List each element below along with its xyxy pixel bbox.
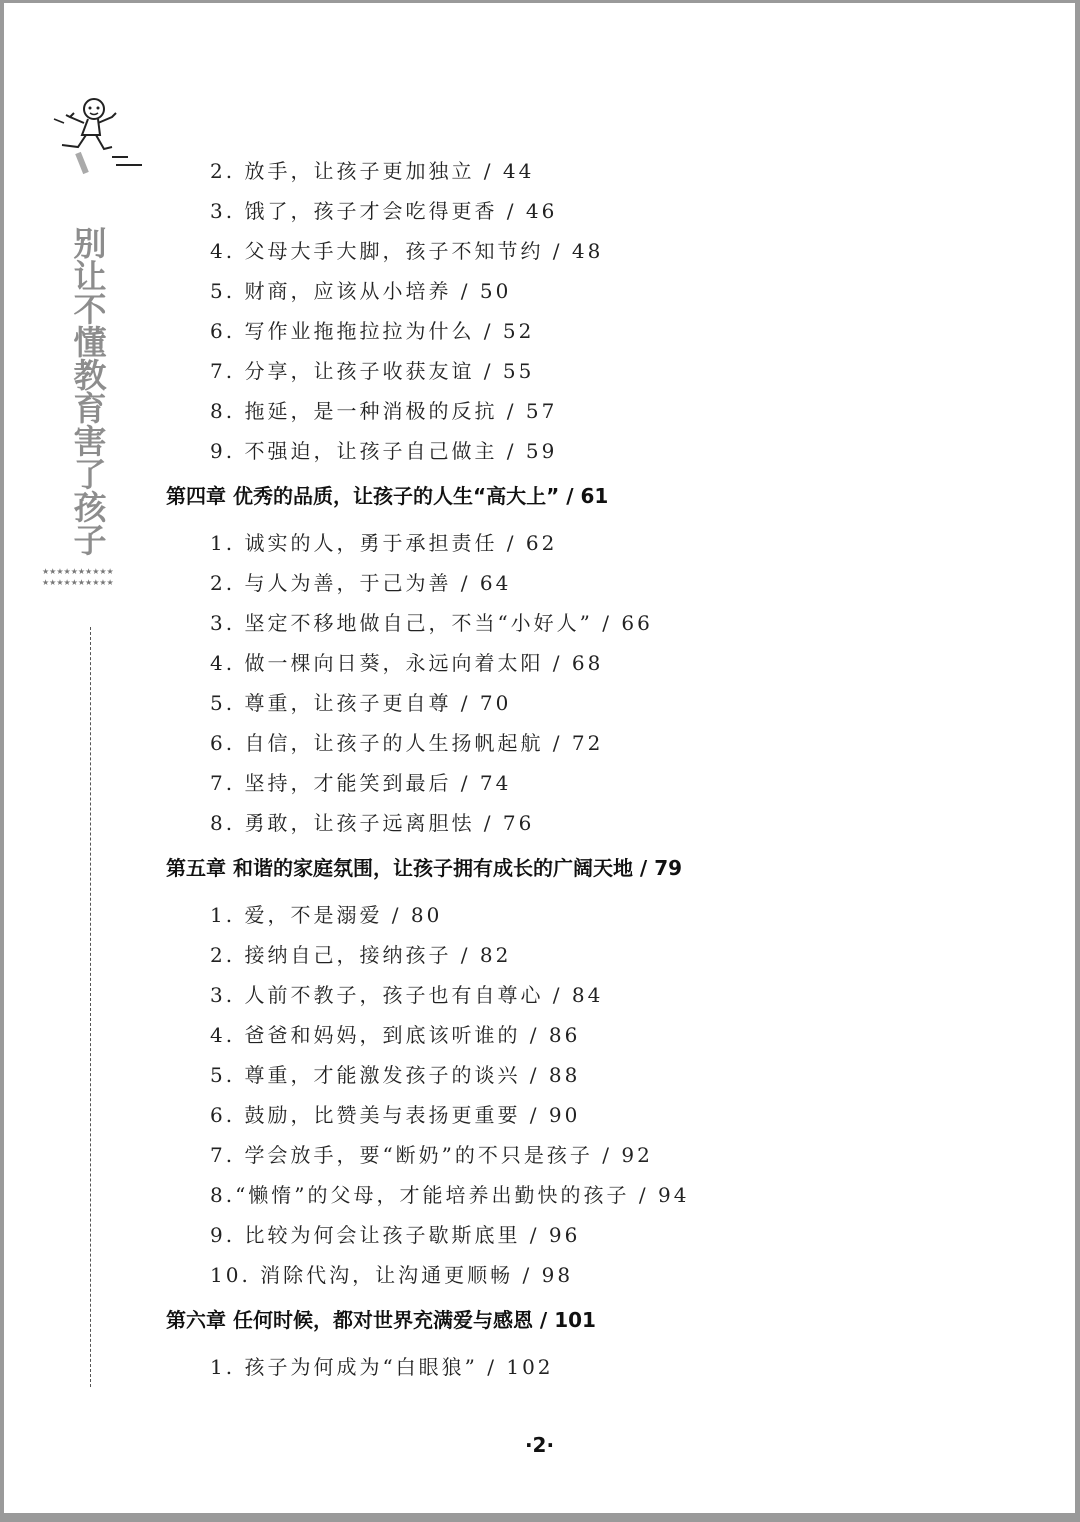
toc-item: 3. 饿了，孩子才会吃得更香 / 46 (210, 199, 558, 223)
toc-item: 9. 不强迫，让孩子自己做主 / 59 (210, 439, 558, 463)
star-row-decoration (42, 565, 142, 589)
page-number: ·2· (524, 1433, 555, 1457)
toc-chapter-heading: 第四章 优秀的品质，让孩子的人生“高大上” / 61 (166, 484, 609, 508)
toc-item: 8. 勇敢，让孩子远离胆怯 / 76 (210, 811, 535, 835)
toc-item: 7. 分享，让孩子收获友谊 / 55 (210, 359, 535, 383)
toc-item: 4. 爸爸和妈妈，到底该听谁的 / 86 (210, 1023, 581, 1047)
svg-text:★★★★★★★★★★: ★★★★★★★★★★ (42, 567, 114, 576)
toc-item: 7. 坚持，才能笑到最后 / 74 (210, 771, 512, 795)
toc-item: 1. 爱，不是溺爱 / 80 (210, 903, 443, 927)
toc-item: 7. 学会放手，要“断奶”的不只是孩子 / 92 (210, 1143, 653, 1167)
toc-item: 4. 父母大手大脚，孩子不知节约 / 48 (210, 239, 604, 263)
toc-item: 3. 人前不教子，孩子也有自尊心 / 84 (210, 983, 604, 1007)
toc-item: 5. 尊重，才能激发孩子的谈兴 / 88 (210, 1063, 581, 1087)
toc-item: 6. 自信，让孩子的人生扬帆起航 / 72 (210, 731, 604, 755)
svg-text:★★★★★★★★★★: ★★★★★★★★★★ (42, 578, 114, 587)
toc-item: 5. 尊重，让孩子更自尊 / 70 (210, 691, 512, 715)
toc-item: 6. 鼓励，比赞美与表扬更重要 / 90 (210, 1103, 581, 1127)
book-title-vertical: 别让不懂教育害了孩子 (73, 224, 107, 560)
toc-item: 5. 财商，应该从小培养 / 50 (210, 279, 512, 303)
toc-item: 10. 消除代沟，让沟通更顺畅 / 98 (210, 1263, 574, 1287)
toc-chapter-heading: 第五章 和谐的家庭氛围，让孩子拥有成长的广阔天地 / 79 (166, 856, 683, 880)
toc-chapter-heading: 第六章 任何时候，都对世界充满爱与感恩 / 101 (166, 1308, 596, 1332)
toc-item: 4. 做一棵向日葵，永远向着太阳 / 68 (210, 651, 604, 675)
running-child-icon (52, 95, 152, 175)
toc-item: 8. 拖延，是一种消极的反抗 / 57 (210, 399, 558, 423)
toc-item: 2. 与人为善，于己为善 / 64 (210, 571, 512, 595)
book-page (4, 3, 1075, 1513)
toc-item: 1. 诚实的人，勇于承担责任 / 62 (210, 531, 558, 555)
toc-item: 9. 比较为何会让孩子歇斯底里 / 96 (210, 1223, 581, 1247)
toc-item: 8.“懒惰”的父母，才能培养出勤快的孩子 / 94 (210, 1183, 690, 1207)
toc-item: 2. 接纳自己，接纳孩子 / 82 (210, 943, 512, 967)
toc-item: 6. 写作业拖拖拉拉为什么 / 52 (210, 319, 535, 343)
toc-item: 1. 孩子为何成为“白眼狼” / 102 (210, 1355, 554, 1379)
dashed-margin-line (90, 627, 91, 1387)
toc-item: 3. 坚定不移地做自己，不当“小好人” / 66 (210, 611, 653, 635)
toc-item: 2. 放手，让孩子更加独立 / 44 (210, 159, 535, 183)
